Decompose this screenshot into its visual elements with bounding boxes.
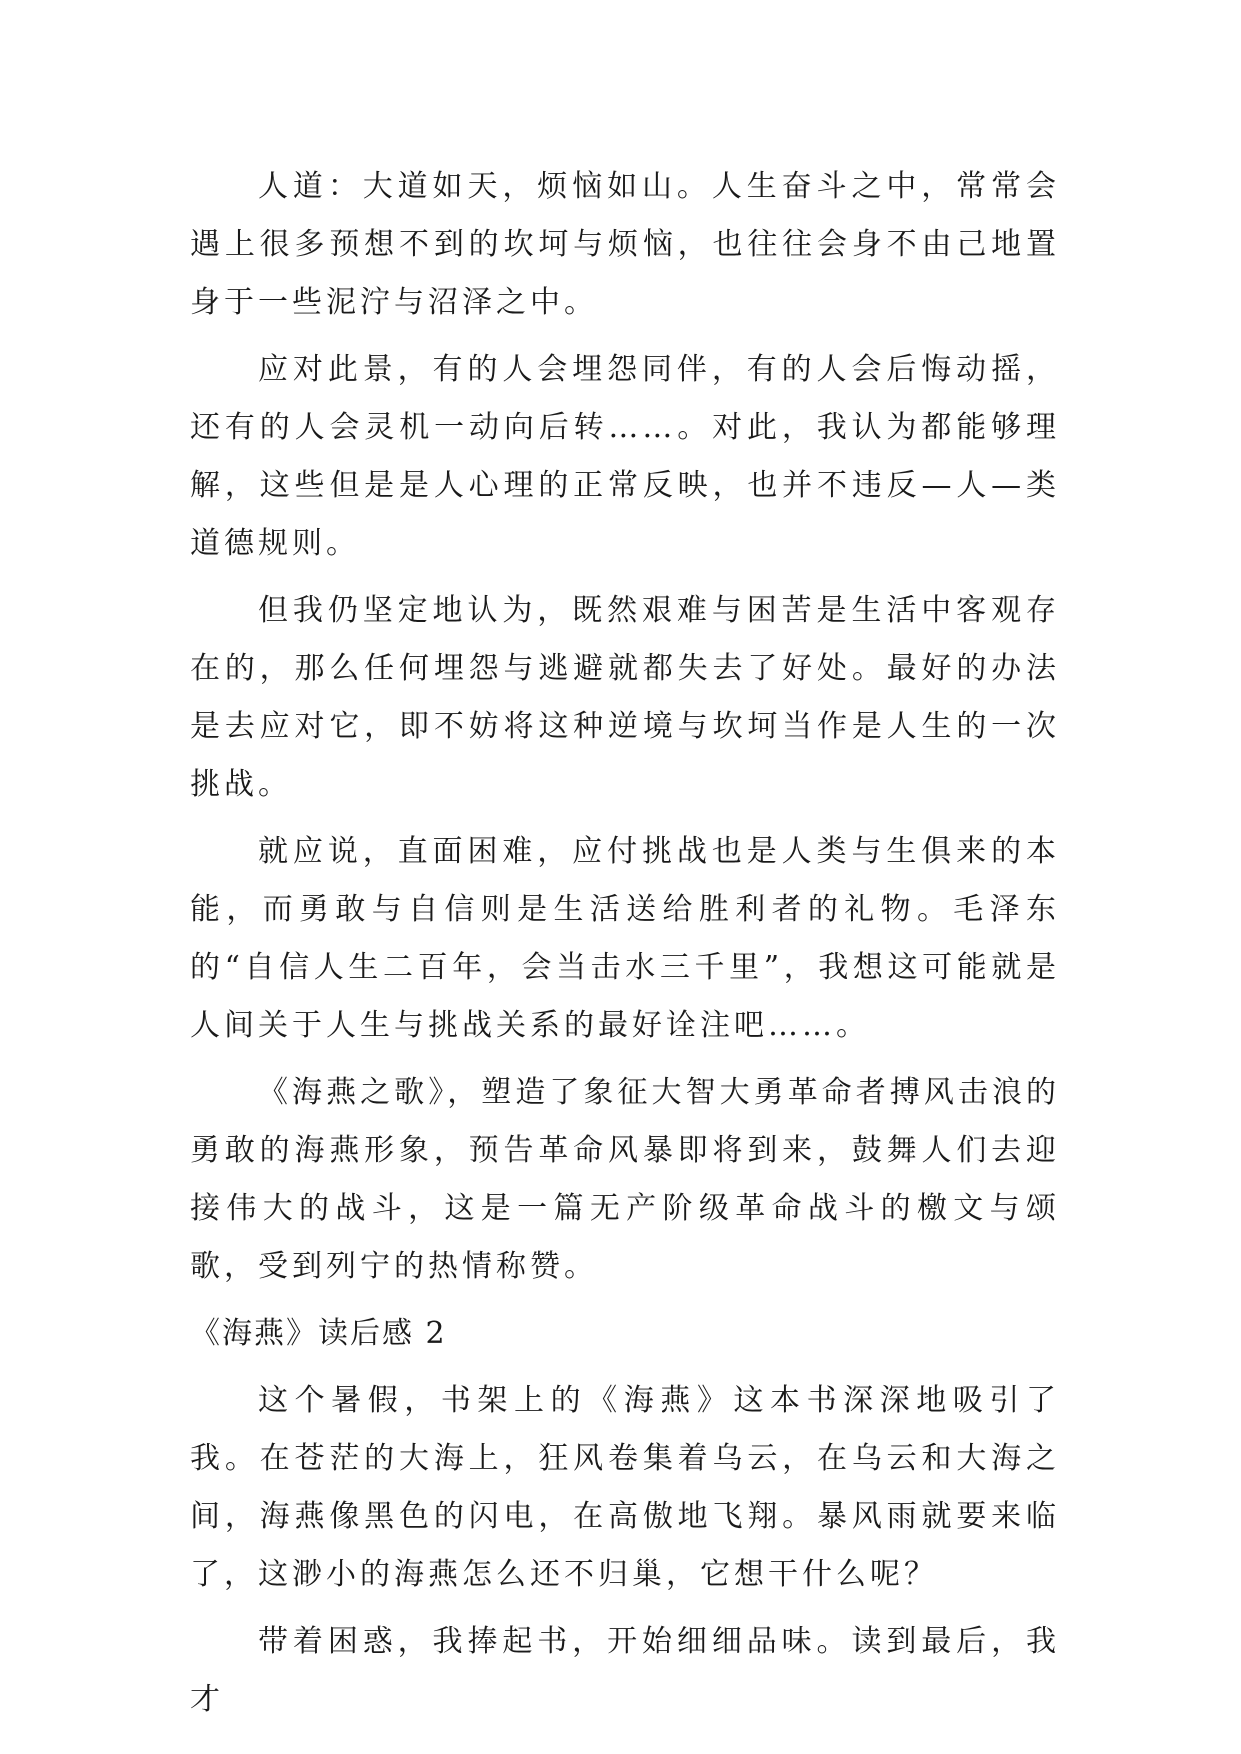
document-body xyxy=(190,158,1060,1738)
paragraph-3: 但我仍坚定地认为，既然艰难与困苦是生活中客观存在的，那么任何埋怨与逃避就都失去了好处。最好的办法是去应对它，即不妨将这种逆境与坎坷当作是人生的一次挑战。 xyxy=(190,593,1060,802)
paragraph-2: 应对此景，有的人会埋怨同伴，有的人会后悔动摇，还有的人会灵机一动向后转……。对此，我认为都能够理解，这些但是是人心理的正常反映，也并不违反—人—类道德规则。 xyxy=(190,352,1060,561)
paragraph-4: 就应说，直面困难，应付挑战也是人类与生俱来的本能，而勇敢与自信则是生活送给胜利者的礼物。毛泽东的“自信人生二百年，会当击水三千里”，我想这可能就是人间关于人生与挑战关系的最好诠注吧……。 xyxy=(190,834,1060,1043)
paragraph-7: 带着困惑，我捧起书，开始细细品味。读到最后，我才 xyxy=(190,1624,1060,1717)
paragraph-6: 这个暑假，书架上的《海燕》这本书深深地吸引了我。在苍茫的大海上，狂风卷集着乌云，在乌云和大海之间，海燕像黑色的闪电，在高傲地飞翔。暴风雨就要来临了，这渺小的海燕怎么还不归巢，它想干什么呢？ xyxy=(190,1383,1060,1592)
section-title: 《海燕》读后感 2 xyxy=(190,1316,447,1351)
paragraph-1: 人道：大道如天，烦恼如山。人生奋斗之中，常常会遇上很多预想不到的坎坷与烦恼，也往往会身不由己地置身于一些泥泞与沼泽之中。 xyxy=(190,169,1060,320)
paragraph-5: 《海燕之歌》，塑造了象征大智大勇革命者搏风击浪的勇敢的海燕形象，预告革命风暴即将到来，鼓舞人们去迎接伟大的战斗，这是一篇无产阶级革命战斗的檄文与颂歌，受到列宁的热情称赞。 xyxy=(190,1075,1060,1284)
